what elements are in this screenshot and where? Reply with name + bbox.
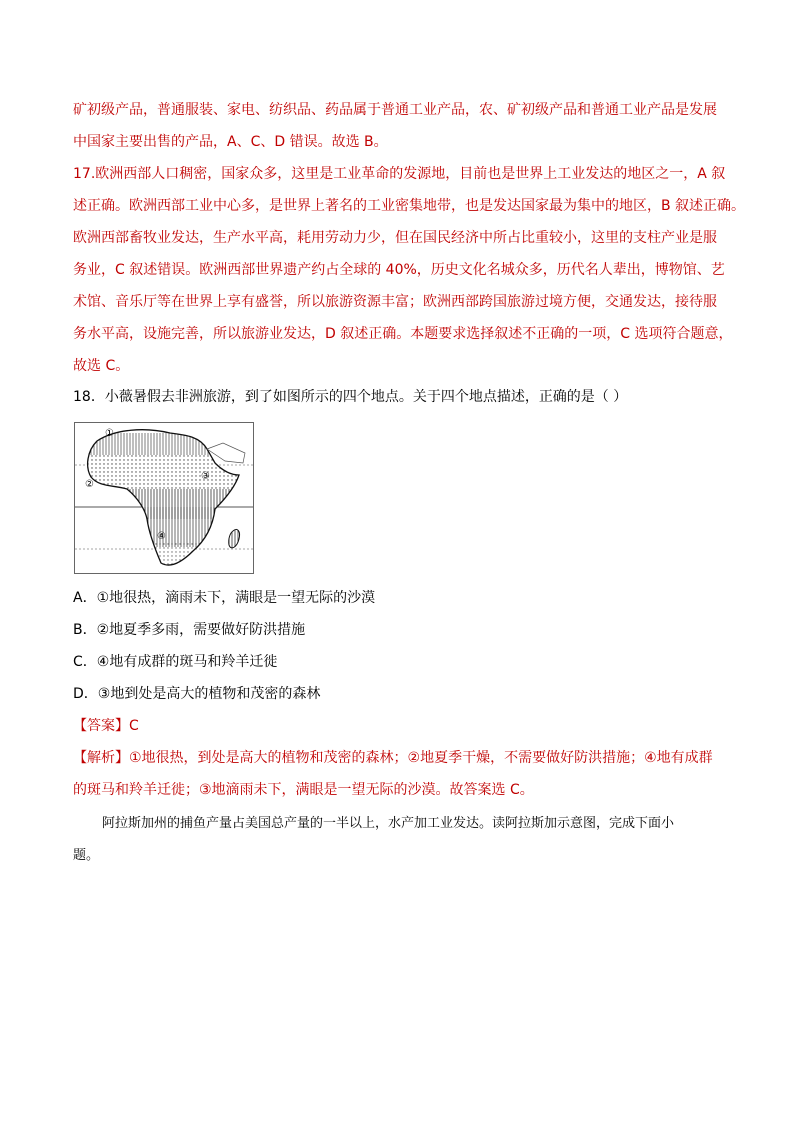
africa-map-figure bbox=[75, 423, 253, 573]
intro-line-1: 阿拉斯加州的捕鱼产量占美国总产量的一半以上，水产加工业发达。读阿拉斯加示意图，完成下面小 bbox=[102, 816, 675, 831]
explanation-17-line: 务水平高，设施完善，所以旅游业发达，D 叙述正确。本题要求选择叙述不正确的一项，C 选项符合题意， bbox=[73, 326, 733, 342]
map-marker-4: ④ bbox=[157, 531, 166, 542]
intro-line-2: 题。 bbox=[73, 848, 100, 863]
option-c: C．④地有成群的斑马和羚羊迁徙 bbox=[73, 654, 278, 670]
explanation-16-line-2: 中国家主要出售的产品，A、C、D 错误。故选 B。 bbox=[73, 134, 388, 150]
map-marker-1: ① bbox=[105, 428, 114, 439]
option-a: A．①地很热，滴雨未下，满眼是一望无际的沙漠 bbox=[73, 590, 376, 606]
explanation-17-line: 故选 C。 bbox=[73, 358, 130, 374]
option-b: B．②地夏季多雨，需要做好防洪措施 bbox=[73, 622, 306, 638]
explanation-17-line: 欧洲西部畜牧业发达，生产水平高，耗用劳动力少，但在国民经济中所占比重较小，这里的支柱产业是服 bbox=[73, 230, 717, 246]
map-marker-3: ③ bbox=[201, 471, 210, 482]
explanation-17-line: 17.欧洲西部人口稠密，国家众多，这里是工业革命的发源地，目前也是世界上工业发达的地区之一，A 叙 bbox=[73, 166, 726, 182]
analysis-line-2: 的斑马和羚羊迁徙；③地滴雨未下，满眼是一望无际的沙漠。故答案选 C。 bbox=[73, 782, 534, 798]
explanation-16-line-1: 矿初级产品，普通服装、家电、纺织品、药品属于普通工业产品，农、矿初级产品和普通工业产品是发展 bbox=[73, 102, 717, 118]
answer-label: 【答案】C bbox=[73, 718, 139, 734]
africa-map bbox=[74, 422, 254, 574]
question-18-stem: 18．小薇暑假去非洲旅游，到了如图所示的四个地点。关于四个地点描述，正确的是（ ） bbox=[73, 389, 628, 405]
explanation-17-line: 术馆、音乐厅等在世界上享有盛誉，所以旅游资源丰富；欧洲西部跨国旅游过境方便，交通发达，接待服 bbox=[73, 294, 717, 310]
explanation-17-line: 述正确。欧洲西部工业中心多，是世界上著名的工业密集地带，也是发达国家最为集中的地区，B 叙述正确。 bbox=[73, 198, 746, 214]
map-marker-2: ② bbox=[85, 479, 94, 490]
option-d: D．③地到处是高大的植物和茂密的森林 bbox=[73, 686, 321, 702]
analysis-line-1: 【解析】①地很热，到处是高大的植物和茂密的森林；②地夏季干燥，不需要做好防洪措施；④地有成群 bbox=[73, 750, 713, 766]
explanation-17-line: 务业，C 叙述错误。欧洲西部世界遗产约占全球的 40%，历史文化名城众多，历代名人辈出，博物馆、艺 bbox=[73, 262, 725, 278]
